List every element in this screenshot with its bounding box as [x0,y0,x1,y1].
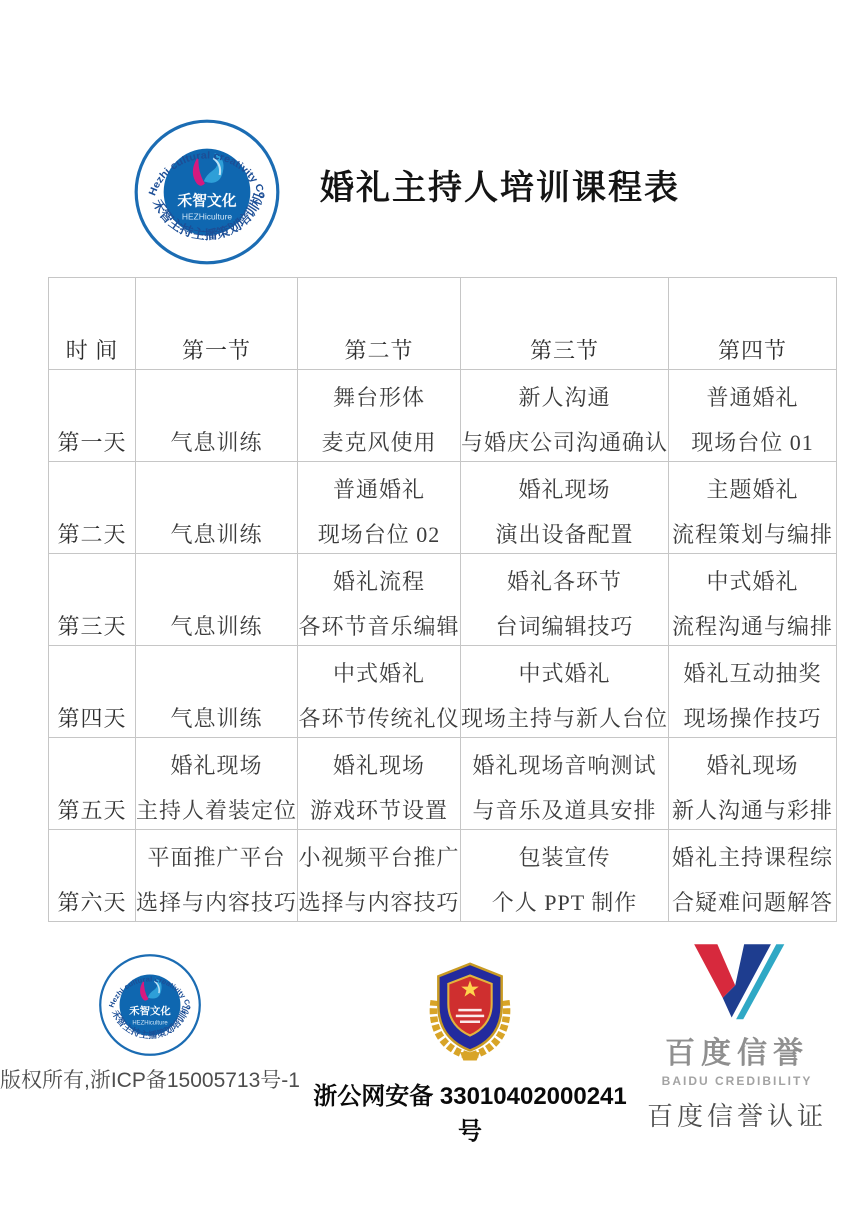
course-cell: 平面推广平台 选择与内容技巧 [136,844,298,915]
hezhi-logo [133,118,281,266]
course-cell: 普通婚礼 现场台位 01 [691,384,814,455]
column-header-session2: 第二节 [344,337,414,363]
baidu-credibility-cn: 百度信誉 [665,1037,809,1070]
police-badge-icon [420,950,520,1066]
course-cell: 婚礼现场 演出设备配置 [495,476,634,547]
table-row [49,462,837,554]
column-header-session1: 第一节 [182,337,252,363]
column-header-session4: 第四节 [718,337,788,363]
copyright-text: 版权所有,浙ICP备15005713号-1 [0,1069,300,1092]
baidu-v-icon [687,938,787,1022]
table-row [49,646,837,738]
page-title: 婚礼主持人培训课程表 [320,170,680,207]
table-row [49,830,837,922]
day-label: 第六天 [57,889,127,915]
baidu-credibility-en: BAIDU CREDIBILITY [661,1074,813,1088]
table-row [49,370,837,462]
course-cell: 小视频平台推广 选择与内容技巧 [298,844,460,915]
baidu-certification-text: 百度信誉认证 [646,1101,827,1131]
table-row [49,554,837,646]
baidu-credibility-block [637,938,837,1133]
course-cell: 主题婚礼 流程策划与编排 [672,476,834,547]
course-cell: 婚礼主持课程综 合疑难问题解答 [672,844,834,915]
course-cell: 中式婚礼 流程沟通与编排 [672,568,834,639]
day-label: 第一天 [57,429,127,455]
column-header-session3: 第三节 [530,337,600,363]
day-label: 第二天 [57,521,127,547]
course-cell: 新人沟通 与婚庆公司沟通确认 [461,384,669,455]
day-label: 第四天 [57,705,127,731]
day-label: 第三天 [57,613,127,639]
course-cell: 婚礼互动抽奖 现场操作技巧 [683,660,822,731]
column-header-time: 时 间 [65,337,119,363]
course-cell: 舞台形体 麦克风使用 [321,384,437,455]
police-registration-text: 浙公网安备 33010402000241号 [313,1083,627,1145]
course-cell: 婚礼现场音响测试 与音乐及道具安排 [472,752,657,823]
table-header-row [49,278,837,370]
course-cell: 气息训练 [170,429,263,455]
table-row [49,738,837,830]
course-cell: 气息训练 [170,705,263,731]
course-cell: 包装宣传 个人 PPT 制作 [491,844,638,915]
course-cell: 婚礼各环节 台词编辑技巧 [495,568,634,639]
course-cell: 婚礼流程 各环节音乐编辑 [298,568,460,639]
course-cell: 气息训练 [170,521,263,547]
course-schedule-table [48,277,837,922]
course-cell: 气息训练 [170,613,263,639]
day-label: 第五天 [57,797,127,823]
course-cell: 普通婚礼 现场台位 02 [317,476,441,547]
course-cell: 婚礼现场 主持人着装定位 [136,752,298,823]
course-cell: 婚礼现场 游戏环节设置 [310,752,449,823]
course-cell: 婚礼现场 新人沟通与彩排 [672,752,834,823]
course-cell: 中式婚礼 现场主持与新人台位 [461,660,669,731]
course-cell: 中式婚礼 各环节传统礼仪 [298,660,460,731]
hezhi-logo-small [98,953,202,1057]
